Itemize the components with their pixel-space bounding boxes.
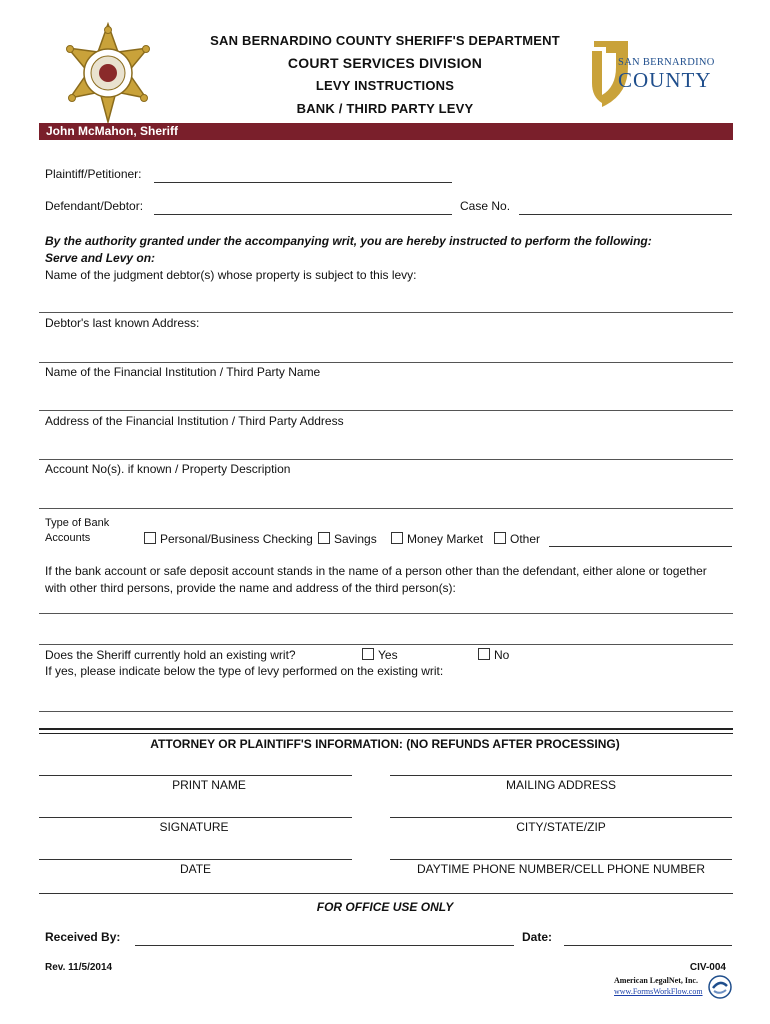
institution-name-field[interactable] xyxy=(39,410,733,411)
other-option[interactable] xyxy=(494,532,540,546)
account-field[interactable] xyxy=(39,508,733,509)
third-party-field-1[interactable] xyxy=(39,613,733,614)
debtor-address-field[interactable] xyxy=(39,362,733,363)
county-logo-top-text: SAN BERNARDINO xyxy=(618,57,715,68)
institution-address-label: Address of the Financial Institution / Third Party Address xyxy=(45,414,344,428)
writ-yes-option[interactable] xyxy=(362,648,398,662)
case-number-label: Case No. xyxy=(460,199,511,213)
authority-text: By the authority granted under the accompanying writ, you are hereby instructed to perform the following: xyxy=(45,234,652,248)
form-code: CIV-004 xyxy=(689,962,726,973)
office-section-divider xyxy=(39,893,733,894)
institution-address-field[interactable] xyxy=(39,459,733,460)
phone-label: DAYTIME PHONE NUMBER/CELL PHONE NUMBER xyxy=(416,862,706,876)
mailing-address-label: MAILING ADDRESS xyxy=(505,778,617,792)
other-account-field[interactable] xyxy=(549,546,732,547)
division-title: COURT SERVICES DIVISION xyxy=(287,55,483,71)
publisher-name: American LegalNet, Inc. xyxy=(614,976,698,985)
checking-option[interactable] xyxy=(144,532,313,546)
office-use-heading: FOR OFFICE USE ONLY xyxy=(316,900,454,914)
attorney-heading: ATTORNEY OR PLAINTIFF'S INFORMATION: (NO REFUNDS AFTER PROCESSING) xyxy=(150,737,620,751)
instructions-title: LEVY INSTRUCTIONS xyxy=(315,78,455,93)
account-type-label xyxy=(45,516,109,546)
other-checkbox[interactable] xyxy=(494,532,506,544)
mailing-address-field[interactable] xyxy=(390,775,732,776)
publisher-stamp xyxy=(612,973,732,1001)
other-label: Other xyxy=(510,532,541,546)
account-label: Account No(s). if known / Property Description xyxy=(45,462,291,476)
debtor-name-label: Name of the judgment debtor(s) whose property is subject to this levy: xyxy=(45,268,417,282)
writ-no-checkbox[interactable] xyxy=(478,648,490,660)
publisher-logo-icon xyxy=(708,975,732,999)
phone-field[interactable] xyxy=(390,859,732,860)
money-market-checkbox[interactable] xyxy=(391,532,403,544)
checking-checkbox[interactable] xyxy=(144,532,156,544)
account-type-label-line2: Accounts xyxy=(45,532,91,544)
money-market-label: Money Market xyxy=(407,532,484,546)
savings-checkbox[interactable] xyxy=(318,532,330,544)
serve-levy-text: Serve and Levy on: xyxy=(45,251,156,265)
writ-yes-label: Yes xyxy=(378,648,398,662)
defendant-field[interactable] xyxy=(154,214,452,215)
date-label: DATE xyxy=(179,862,212,876)
publisher-website[interactable]: www.FormsWorkFlow.com xyxy=(614,987,703,996)
print-name-label: PRINT NAME xyxy=(172,778,246,792)
writ-no-option[interactable] xyxy=(478,648,509,662)
institution-name-label: Name of the Financial Institution / Third Party Name xyxy=(45,365,321,379)
levy-type-title: BANK / THIRD PARTY LEVY xyxy=(296,101,474,116)
sheriff-name: John McMahon, Sheriff xyxy=(46,124,178,138)
signature-label: SIGNATURE xyxy=(159,820,229,834)
existing-writ-question: Does the Sheriff currently hold an existing writ? xyxy=(45,648,296,662)
savings-label: Savings xyxy=(334,532,377,546)
third-party-field-2[interactable] xyxy=(39,644,733,645)
city-state-zip-label: CITY/STATE/ZIP xyxy=(516,820,606,834)
county-logo-bottom-text: COUNTY xyxy=(618,68,712,92)
third-party-text: If the bank account or safe deposit account stands in the name of a person other than the defendant, either alone or together with other third persons, provide the name and address of the third person(s): xyxy=(45,564,707,595)
signature-field[interactable] xyxy=(39,817,352,818)
county-logo xyxy=(588,37,728,109)
revision-date: Rev. 11/5/2014 xyxy=(45,962,113,973)
case-number-field[interactable] xyxy=(519,214,732,215)
checking-label: Personal/Business Checking xyxy=(160,532,313,546)
debtor-name-field[interactable] xyxy=(39,312,733,313)
writ-no-label: No xyxy=(494,648,510,662)
debtor-address-label: Debtor's last known Address: xyxy=(45,316,200,330)
plaintiff-label: Plaintiff/Petitioner: xyxy=(45,167,142,181)
writ-yes-checkbox[interactable] xyxy=(362,648,374,660)
received-by-label: Received By: xyxy=(45,930,121,944)
received-by-field[interactable] xyxy=(135,945,514,946)
office-date-field[interactable] xyxy=(564,945,732,946)
sheriff-bar xyxy=(39,123,733,140)
attorney-section-divider xyxy=(39,728,733,734)
plaintiff-field[interactable] xyxy=(154,182,452,183)
office-date-label: Date: xyxy=(522,930,553,944)
account-type-label-line1: Type of Bank xyxy=(45,517,110,529)
date-field[interactable] xyxy=(39,859,352,860)
existing-writ-followup: If yes, please indicate below the type of levy performed on the existing writ: xyxy=(45,664,444,678)
print-name-field[interactable] xyxy=(39,775,352,776)
city-state-zip-field[interactable] xyxy=(390,817,732,818)
defendant-label: Defendant/Debtor: xyxy=(45,199,144,213)
money-market-option[interactable] xyxy=(391,532,483,546)
department-title: SAN BERNARDINO COUNTY SHERIFF'S DEPARTMENT xyxy=(210,33,560,48)
savings-option[interactable] xyxy=(318,532,377,546)
existing-writ-field[interactable] xyxy=(39,711,733,712)
